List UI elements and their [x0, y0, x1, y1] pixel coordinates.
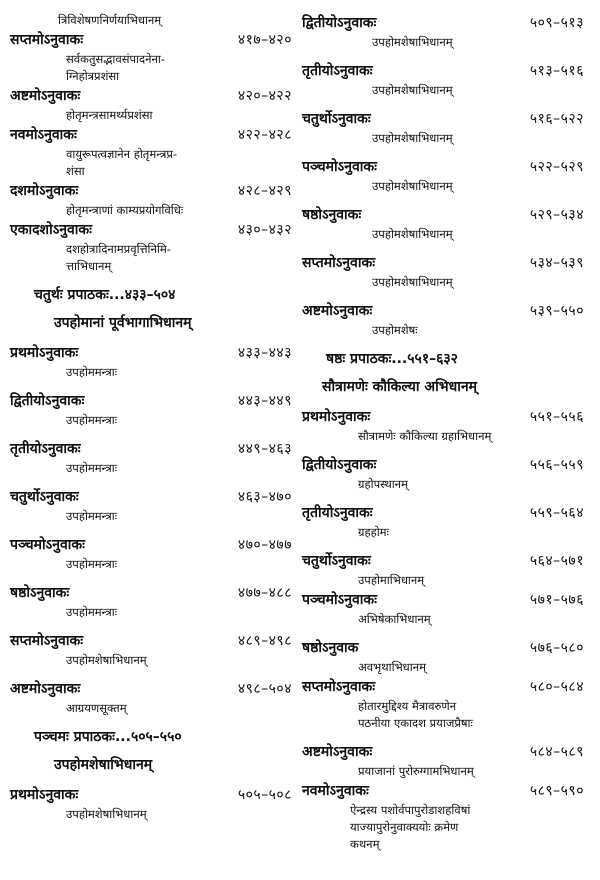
- toc-subtitle: ऐन्द्रस्य पशोर्वपापुरोडाशहविषां: [350, 803, 471, 817]
- toc-subtitle: शंसा: [66, 164, 85, 178]
- anuvaka-name: पञ्चमोऽनुवाकः: [302, 159, 377, 175]
- anuvaka-name: अष्टमोऽनुवाकः: [10, 88, 81, 104]
- toc-entry: [302, 676, 592, 732]
- page-range: ४७०–४७७: [237, 537, 292, 553]
- toc-entry: [10, 784, 300, 823]
- anuvaka-name: सप्तमोऽनुवाकः: [302, 679, 376, 695]
- anuvaka-name: चतुर्थोऽनुवाकः: [302, 553, 371, 569]
- anuvaka-name: अष्टमोऽनुवाकः: [10, 681, 81, 697]
- toc-subtitle: प्रयाजानां पुरोरुग्गामभिधानम्: [358, 764, 474, 778]
- toc-subtitle: ग्निहोत्रप्रशंसा: [66, 69, 120, 83]
- page-range: ४८९–४९८: [237, 633, 292, 649]
- anuvaka-name: षष्ठोऽनुवाकः: [10, 585, 70, 601]
- anuvaka-name: द्वितीयोऽनुवाकः: [302, 15, 377, 31]
- toc-subtitle: अवभृथाभिधानम्: [358, 660, 426, 674]
- toc-subtitle: उपहोमाभिधानम्: [358, 573, 425, 587]
- page-range: ४२८–४२९: [237, 183, 292, 199]
- anuvaka-name: सप्तमोऽनुवाकः: [10, 32, 84, 48]
- toc-entry: [302, 12, 592, 51]
- page-range: ४१७–४२०: [237, 32, 292, 48]
- page-range: ५५९–५६४: [529, 505, 584, 521]
- toc-entry: [302, 502, 592, 541]
- toc-entry: [302, 637, 592, 676]
- page-range: ४४३–४४९: [237, 393, 292, 409]
- toc-entry: [302, 741, 592, 780]
- page-range: ५१६–५२२: [529, 111, 584, 127]
- toc-entry: [10, 630, 300, 669]
- page-range: ४७७–४८८: [237, 585, 292, 601]
- page-range: ५७१–५७६: [529, 592, 584, 608]
- toc-entry: [10, 124, 300, 180]
- anuvaka-name: द्वितीयोऽनुवाकः: [302, 457, 377, 473]
- toc-entry: [302, 108, 592, 147]
- page-range: ५२२–५२९: [529, 159, 584, 175]
- anuvaka-name: एकादशोऽनुवाकः: [10, 222, 92, 238]
- toc-entry: [302, 156, 592, 195]
- anuvaka-name: सप्तमोऽनुवाकः: [302, 255, 376, 271]
- toc-subtitle: वायुरूपत्वज्ञानेन होतृमन्त्रप्र-: [66, 147, 178, 161]
- page-range: ५८४–५८९: [529, 744, 584, 760]
- anuvaka-name: तृतीयोऽनुवाकः: [10, 441, 81, 457]
- toc-entry: [302, 780, 592, 853]
- anuvaka-name: षष्ठोऽनुवाकः: [302, 207, 362, 223]
- anuvaka-name: दशमोऽनुवाकः: [10, 183, 79, 199]
- toc-subtitle: उपहोमशेषाभिधानम्: [66, 807, 147, 821]
- toc-entry: [302, 454, 592, 493]
- anuvaka-name: नवमोऽनुवाकः: [10, 127, 77, 143]
- toc-entry: [10, 582, 300, 621]
- toc-subtitle: अभिषेकाभिधानम्: [358, 612, 431, 626]
- anuvaka-name: षष्ठोऽनुवाक: [302, 640, 359, 656]
- toc-subtitle: याज्यापुरोनुवाक्ययोः क्रमेण: [350, 820, 459, 834]
- toc-entry: [10, 29, 300, 85]
- toc-subtitle: उपहोमशेषाभिधानम्: [372, 179, 453, 193]
- page-range: ४३०–४३२: [237, 222, 292, 238]
- toc-subtitle: उपहोममन्त्राः: [66, 461, 118, 475]
- toc-subtitle: सर्वकतुसद्भावसंपादनेना-: [66, 52, 166, 66]
- toc-subtitle: उपहोममन्त्राः: [66, 605, 118, 619]
- anuvaka-name: प्रथमोऽनुवाकः: [302, 409, 371, 425]
- page-range: ५५१–५५६: [529, 409, 584, 425]
- toc-entry: [10, 180, 300, 219]
- toc-subtitle: उपहोममन्त्राः: [66, 413, 118, 427]
- toc-subtitle: उपहोमशेषाभिधानम्: [66, 653, 147, 667]
- page-range: ५०५–५०८: [237, 787, 292, 803]
- toc-subtitle: आग्रयणसूक्तम्: [66, 701, 127, 715]
- page-range: ४२२–४२८: [237, 127, 292, 143]
- toc-entry: [302, 589, 592, 628]
- prapathaka-heading: चतुर्थः प्रपाठकः...४३३–५०४: [34, 287, 176, 303]
- toc-subtitle: त्रिविशेषणनिर्णयाभिधानम्: [58, 13, 162, 27]
- toc-entry: [10, 678, 300, 717]
- toc-entry: [10, 438, 300, 477]
- toc-subtitle: उपहोमशेषाभिधानम्: [372, 227, 453, 241]
- toc-entry: [302, 406, 592, 445]
- anuvaka-name: तृतीयोऽनुवाकः: [302, 505, 373, 521]
- toc-entry: [302, 252, 592, 291]
- toc-entry: [302, 60, 592, 99]
- toc-subtitle: कथनम्: [350, 837, 380, 851]
- toc-subtitle: त्ताभिधानम्: [66, 259, 112, 273]
- toc-subtitle: उपहोमशेषाभिधानम्: [372, 131, 453, 145]
- page-range: ४४९–४६३: [237, 441, 292, 457]
- toc-subtitle: पठनीया एकादश प्रयाजप्रैषाः: [358, 716, 473, 730]
- toc-subtitle: उपहोमशेषाभिधानम्: [372, 83, 453, 97]
- anuvaka-name: नवमोऽनुवाकः: [302, 783, 369, 799]
- anuvaka-name: सप्तमोऽनुवाकः: [10, 633, 84, 649]
- section-title: उपहोमशेषाभिधानम्: [54, 757, 153, 773]
- toc-subtitle: उपहोममन्त्राः: [66, 557, 118, 571]
- page-range: ५५६–५५९: [529, 457, 584, 473]
- toc-entry: [10, 85, 300, 124]
- toc-subtitle: उपहोमशेषः: [372, 323, 418, 337]
- toc-subtitle: ग्रहोपस्थानम्: [358, 477, 408, 491]
- anuvaka-name: पञ्चमोऽनुवाकः: [10, 537, 85, 553]
- page-range: ५१३–५१६: [529, 63, 584, 79]
- prapathaka-heading: पञ्चमः प्रपाठकः...५०५–५५०: [34, 729, 182, 745]
- anuvaka-name: पञ्चमोऽनुवाकः: [302, 592, 377, 608]
- toc-subtitle: होतृमन्त्राणां काम्यप्रयोगविधिः: [66, 203, 184, 217]
- toc-entry: [10, 219, 300, 275]
- page-range: ४६३–४७०: [237, 489, 292, 505]
- section-title: उपहोमानां पूर्वभागाभिधानम्: [54, 315, 192, 331]
- toc-subtitle: ग्रहहोमः: [358, 525, 389, 539]
- toc-subtitle: उपहोमशेषाभिधानम्: [372, 275, 453, 289]
- page-range: ४९८–५०४: [237, 681, 292, 697]
- anuvaka-name: द्वितीयोऽनुवाकः: [10, 393, 85, 409]
- page-range: ४२०–४२२: [237, 88, 292, 104]
- page-range: ५२९–५३४: [529, 207, 584, 223]
- page-range: ५८०–५८४: [529, 679, 584, 695]
- anuvaka-name: प्रथमोऽनुवाकः: [10, 345, 79, 361]
- toc-entry: [10, 486, 300, 525]
- toc-entry: [302, 550, 592, 589]
- page-range: ४३३–४४३: [237, 345, 292, 361]
- toc-entry: [302, 204, 592, 243]
- toc-entry: [10, 534, 300, 573]
- section-title: सौत्रामणेः कौकिल्या अभिधानम्: [322, 379, 477, 395]
- toc-entry: [10, 342, 300, 381]
- toc-entry: [10, 390, 300, 429]
- anuvaka-name: चतुर्थोऽनुवाकः: [10, 489, 79, 505]
- page-range: ५८९–५९०: [529, 783, 584, 799]
- page-range: ५३९–५५०: [529, 303, 584, 319]
- toc-subtitle: सौत्रामणेः कौकिल्या ग्रहाभिधानम्: [358, 429, 492, 443]
- page-range: ५०९–५१३: [529, 15, 584, 31]
- anuvaka-name: चतुर्थोऽनुवाकः: [302, 111, 371, 127]
- left-column: [10, 12, 300, 823]
- toc-entry: [302, 300, 592, 339]
- prapathaka-heading: षष्ठः प्रपाठकः...५५१–६३२: [326, 351, 458, 367]
- toc-subtitle: उपहोमशेषाभिधानम्: [372, 35, 453, 49]
- anuvaka-name: तृतीयोऽनुवाकः: [302, 63, 373, 79]
- toc-subtitle: उपहोममन्त्राः: [66, 365, 118, 379]
- anuvaka-name: प्रथमोऽनुवाकः: [10, 787, 79, 803]
- toc-subtitle: होतृमन्त्रसामर्थ्यप्रशंसा: [66, 108, 153, 122]
- page-range: ५६४–५७१: [529, 553, 584, 569]
- page-range: ५३४–५३९: [529, 255, 584, 271]
- toc-subtitle: दशहोत्रादिनामप्रवृत्तिनिमि-: [66, 242, 171, 256]
- toc-subtitle: उपहोममन्त्राः: [66, 509, 118, 523]
- toc-subtitle: होतारमुद्दिश्य मैत्रावरुणेन: [358, 699, 457, 713]
- right-column: [302, 12, 592, 853]
- page-range: ५७६–५८०: [529, 640, 584, 656]
- anuvaka-name: अष्टमोऽनुवाकः: [302, 744, 373, 760]
- anuvaka-name: अष्टमोऽनुवाकः: [302, 303, 373, 319]
